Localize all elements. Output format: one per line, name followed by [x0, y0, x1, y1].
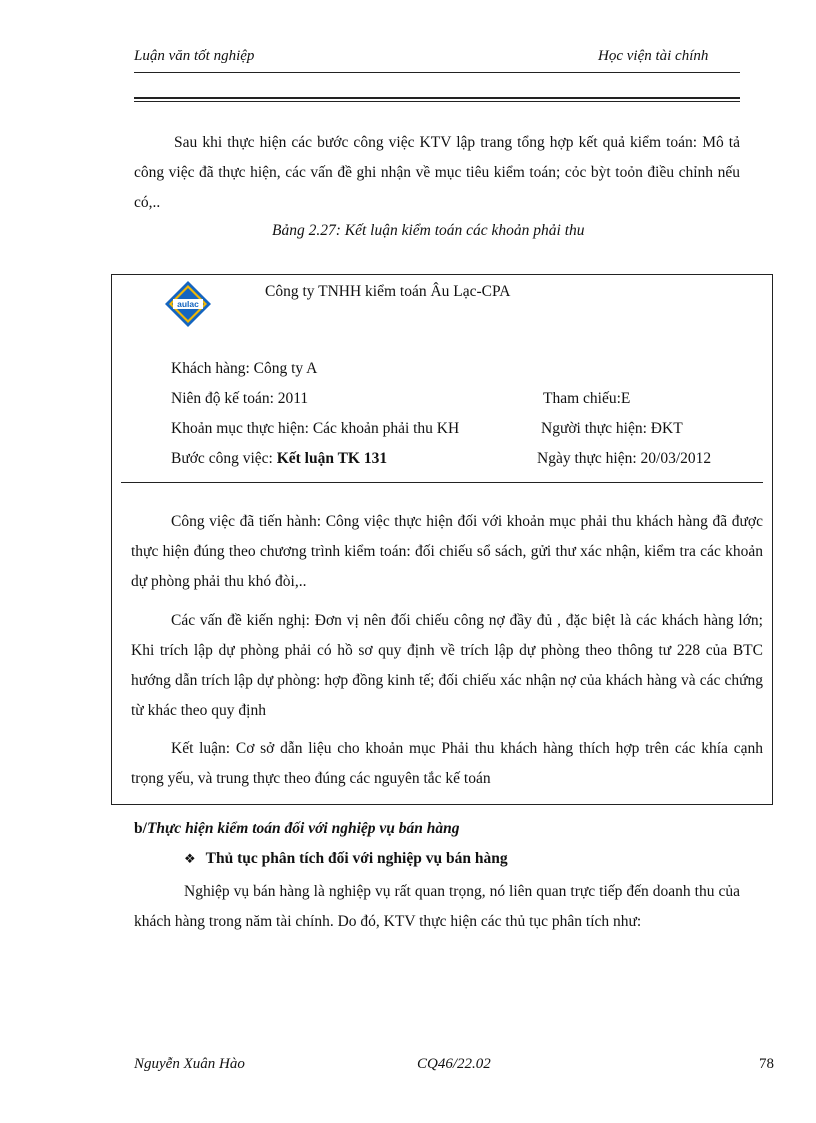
form-separator	[121, 482, 763, 483]
footer-class: CQ46/22.02	[417, 1056, 491, 1072]
work-step-value: Kết luận TK 131	[276, 450, 388, 467]
table-caption: Bảng 2.27: Kết luận kiểm toán các khoản phải thu	[272, 222, 585, 239]
section-b-prefix: b/	[134, 820, 147, 837]
bullet-text: Thủ tục phân tích đối với nghiệp vụ bán hàng	[205, 850, 508, 867]
recommendations-paragraph: Các vấn đề kiến nghị: Đơn vị nên đối chiếu công nợ đầy đủ , đặc biệt là các khách hàng lớn; Khi trích lập dự phòng phải có hồ sơ quy định về trích lập dự phòng theo thông tư 228 của BTC hướng dẫn trích lập dự phòng: hợp đồng kinh tế; đối chiếu xác nhận nợ của khách hàng và các chứng từ khác theo quy định	[131, 612, 763, 719]
diamond-bullet-icon: ❖	[184, 852, 196, 867]
bullet-item	[184, 850, 508, 868]
client-field: Khách hàng: Công ty A	[171, 360, 318, 377]
header-double-rule-top	[134, 97, 740, 99]
section-b-title: Thực hiện kiểm toán đối với nghiệp vụ bán hàng	[146, 820, 460, 837]
intro-paragraph: Sau khi thực hiện các bước công việc KTV lập trang tổng hợp kết quả kiểm toán: Mô tả công việc đã thực hiện, các vấn đề ghi nhận về mục tiêu kiểm toán; cỏc bỳt toỏn điều chỉnh nếu có,..	[134, 134, 740, 211]
section-b-paragraph: Nghiệp vụ bán hàng là nghiệp vụ rất quan trọng, nó liên quan trực tiếp đến doanh thu của khách hàng trong năm tài chính. Do đó, KTV thực hiện các thủ tục phân tích như:	[134, 883, 740, 930]
svg-text:aulac: aulac	[177, 299, 199, 309]
header-left: Luận văn tốt nghiệp	[134, 48, 255, 64]
header-right: Học viện tài chính	[598, 48, 709, 64]
audit-item-field: Khoản mục thực hiện: Các khoản phải thu KH	[171, 420, 460, 437]
work-step-field	[171, 450, 387, 468]
company-logo	[164, 280, 212, 328]
page-number: 78	[759, 1056, 774, 1072]
work-done-paragraph: Công việc đã tiến hành: Công việc thực hiện đối với khoản mục phải thu khách hàng đã được thực hiện đúng theo chương trình kiểm toán: đối chiếu sổ sách, gửi thư xác nhận, kiểm tra các khoản dự phòng phải thu khó đòi,..	[131, 513, 763, 590]
conclusion-paragraph: Kết luận: Cơ sở dẫn liệu cho khoản mục Phải thu khách hàng thích hợp trên các khía cạnh trọng yếu, và trung thực theo đúng các nguyên tắc kế toán	[131, 740, 763, 787]
performer-field: Người thực hiện: ĐKT	[541, 420, 683, 437]
company-name: Công ty TNHH kiểm toán Âu Lạc-CPA	[265, 283, 511, 300]
work-step-label: Bước công việc:	[171, 450, 277, 467]
footer-author: Nguyễn Xuân Hào	[134, 1056, 245, 1072]
date-field: Ngày thực hiện: 20/03/2012	[537, 450, 712, 467]
header-double-rule-bottom	[134, 101, 740, 102]
fiscal-year-field: Niên độ kế toán: 2011	[171, 390, 309, 407]
header-rule	[134, 72, 740, 73]
reference-field: Tham chiếu:E	[543, 390, 631, 407]
section-b-heading	[134, 820, 460, 838]
